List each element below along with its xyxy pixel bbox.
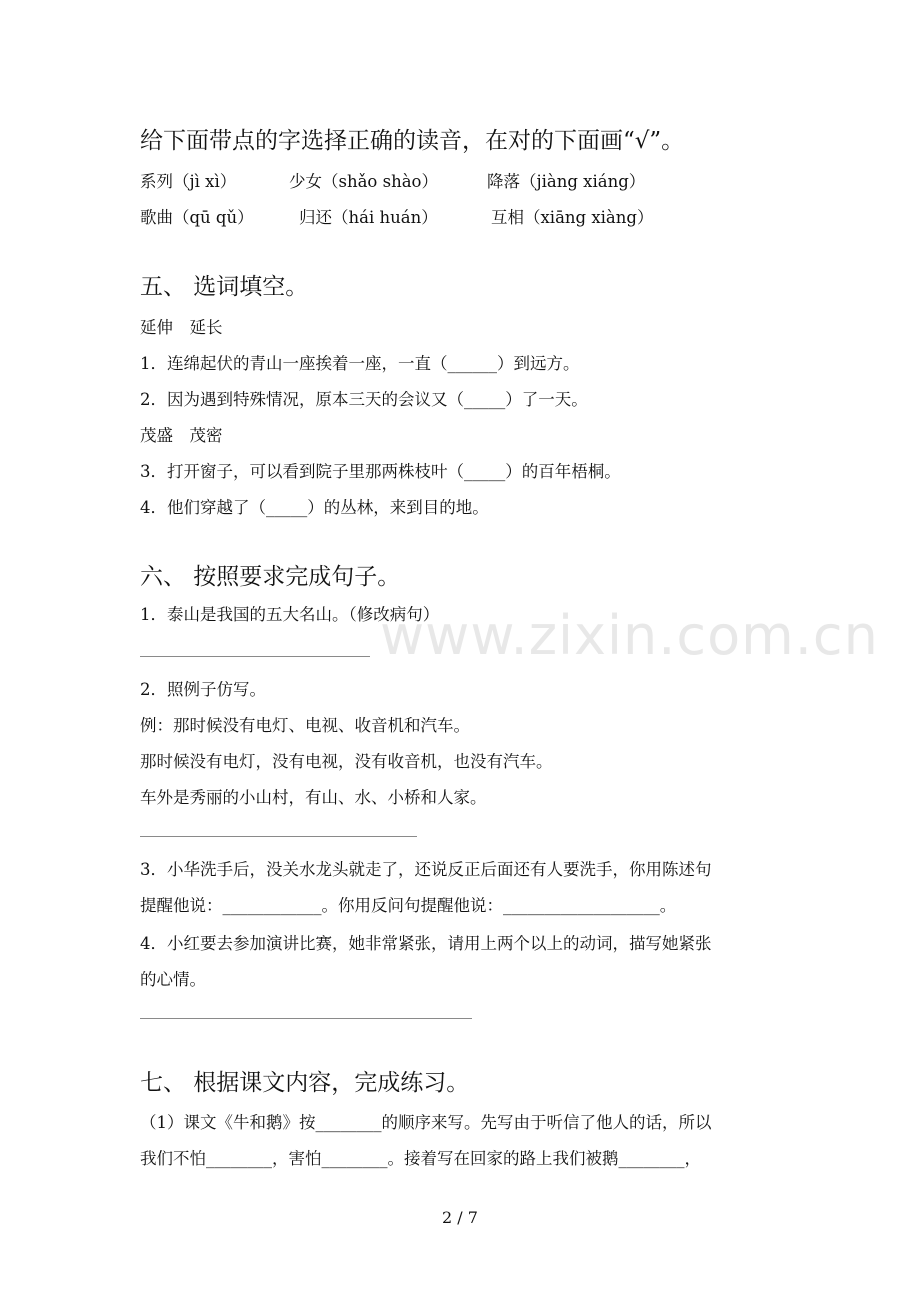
pinyin-item: 归还（hái huán） [299, 208, 438, 227]
example-text: 车外是秀丽的小山村，有山、水、小桥和人家。 [140, 788, 487, 807]
page-number: 2 / 7 [442, 1208, 478, 1227]
question-item: 我们不怕________，害怕________。接着写在回家的路上我们被鹅________， [140, 1149, 701, 1168]
question-item: 1．泰山是我国的五大名山。（修改病句） [140, 605, 440, 624]
pinyin-item: 降落（jiàng xiáng） [487, 172, 646, 191]
question-item: 的心情。 [140, 970, 206, 989]
pinyin-item: 少女（shǎo shào） [289, 172, 438, 191]
answer-line [140, 836, 417, 837]
pinyin-item: 歌曲（qū qǔ） [140, 208, 254, 227]
question-item: （1）课文《牛和鹅》按________的顺序来写。先写由于听信了他人的话，所以 [140, 1113, 712, 1132]
question-item: 4．他们穿越了（_____）的丛林，来到目的地。 [140, 498, 489, 517]
answer-line [140, 656, 370, 657]
question-item: 2．照例子仿写。 [140, 680, 266, 699]
question-item: 2．因为遇到特殊情况，原本三天的会议又（_____）了一天。 [140, 390, 588, 409]
section-six-title: 六、 按照要求完成句子。 [140, 564, 401, 590]
pinyin-item: 系列（jì xì） [140, 172, 237, 191]
section-seven-title: 七、 根据课文内容，完成练习。 [140, 1070, 470, 1096]
watermark: www.zixin.com.cn [380, 604, 879, 667]
question-item: 3．打开窗子，可以看到院子里那两株枝叶（_____）的百年梧桐。 [140, 462, 621, 481]
question-item: 4．小红要去参加演讲比赛，她非常紧张，请用上两个以上的动词，描写她紧张 [140, 934, 712, 953]
answer-line [140, 1018, 472, 1019]
question-item: 提醒他说：____________。你用反问句提醒他说：___________________。 [140, 896, 677, 915]
word-choices: 延伸 延长 [140, 318, 223, 337]
question-item: 1．连绵起伏的青山一座挨着一座，一直（______）到远方。 [140, 354, 580, 373]
example-text: 那时候没有电灯，没有电视，没有收音机，也没有汽车。 [140, 752, 553, 771]
section-five-title: 五、 选词填空。 [140, 274, 309, 300]
pinyin-instruction: 给下面带点的字选择正确的读音，在对的下面画“√”。 [140, 128, 685, 154]
example-text: 例：那时候没有电灯、电视、收音机和汽车。 [140, 716, 470, 735]
word-choices: 茂盛 茂密 [140, 426, 223, 445]
pinyin-item: 互相（xiāng xiàng） [491, 208, 654, 227]
question-item: 3．小华洗手后，没关水龙头就走了，还说反正后面还有人要洗手，你用陈述句 [140, 860, 712, 879]
